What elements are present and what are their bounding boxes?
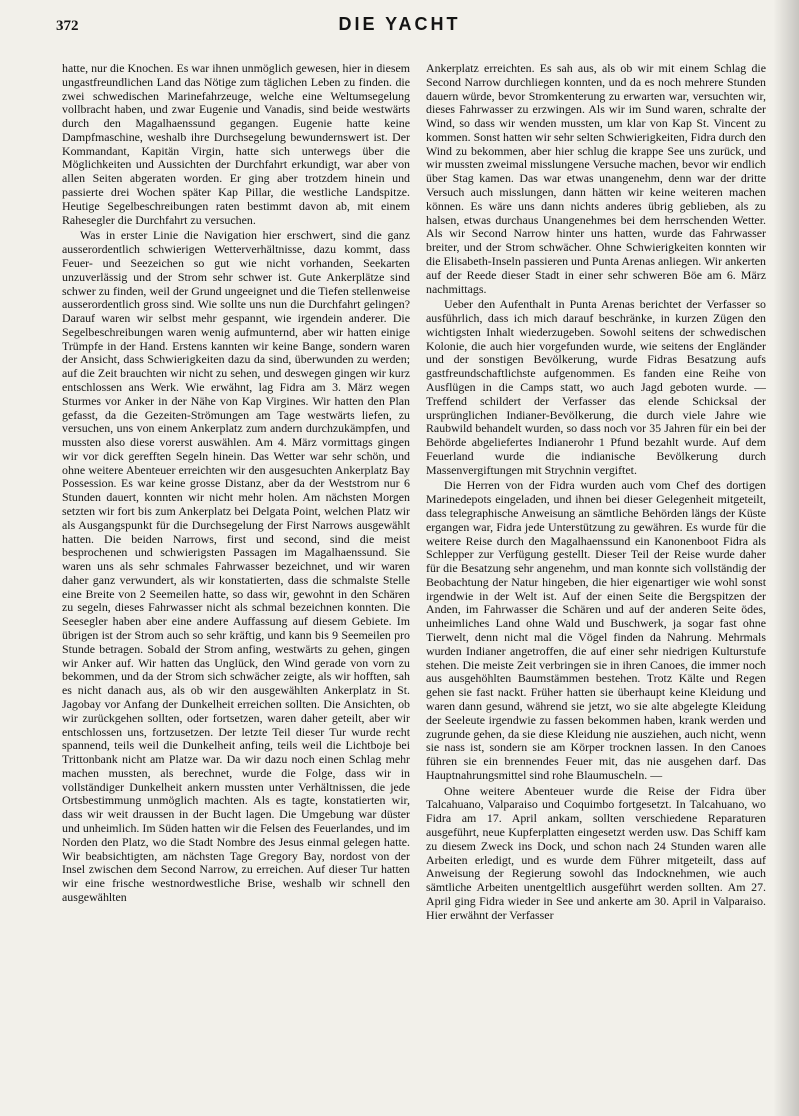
page-number: 372 (56, 18, 79, 34)
right-text-column (426, 62, 766, 1102)
left-text-column (62, 62, 410, 1102)
paragraph: Ohne weitere Abenteuer wurde die Reise der Fidra über Talcahuano, Valparaiso und Coquimbo fortgesetzt. In Talcahuano, wo Fidra am 17. April ankam, sollten verschiedene Reparaturen ausgeführt, neue Kupferplatten eingesetzt werden usw. Das Schiff kam zu diesem Zweck ins Dock, und schon nach 24 Stunden waren alle Arbeiten erledigt, und es wurde dem Führer mitgeteilt, dass auf Anweisung der Regierung sowohl das Indocknehmen, wie auch sämtliche Arbeiten unentgeltlich ausgeführt werden sollten. Am 27. April ging Fidra wieder in See und ankerte am 30. April in Valparaiso. Hier erwähnt der Verfasser (426, 783, 766, 922)
paragraph: hatte, nur die Knochen. Es war ihnen unmöglich gewesen, hier in diesem ungastfreundlichen Land das Nötige zum täglichen Leben zu finden. die zwei schwedischen Marinefahrzeuge, welche eine Weltumsegelung vollbracht haben, und zwar Eugenie und Vanadis, sind beide westwärts durch den Magalhaenssund gegangen. Eugenie hatte keine Dampfmaschine, weshalb ihre Durchsegelung bewundernswert ist. Der Kommandant, Kapitän Virgin, hatte sich unterwegs über die Möglichkeiten und Aussichten der Durchfahrt erkundigt, war aber von allen Seiten abgeraten worden. Er ging aber trotzdem hinein und passierte drei Wochen später Kap Pillar, die westliche Landspitze. Heutige Segelbeschreibungen raten bestimmt davon ab, mit einem Rahesegler die Durchfahrt zu versuchen. (62, 62, 410, 227)
paragraph: Was in erster Linie die Navigation hier erschwert, sind die ganz ausserordentlich schwierigen Wetterverhältnisse, dazu kommt, dass Feuer- und Seezeichen so gut wie nicht vorhanden, Seekarten unzuverlässig und der Strom sehr schwer ist. Gute Ankerplätze sind schwer zu finden, weil der Grund ungeeignet und die Tiefen stellenweise ausserordentlich gross sind. Wie sollte uns nun die Durchfahrt gelingen? Darauf waren wir selbst mehr gespannt, wie irgendein anderer. Die Segelbeschreibungen waren wenig aufmunternd, aber wir hatten einige Trümpfe in der Hand. Erstens kannten wir keine Bange, sondern waren der Ansicht, dass Schwierigkeiten dazu da sind, überwunden zu werden; auf die Zeit brauchten wir nicht zu sehen, und deswegen gingen wir kurz entschlossen ans Werk. Wie erwähnt, lag Fidra am 3. März wegen Sturmes vor Anker in der Nähe von Kap Virgines. Wir hatten den Plan gefasst, da die Gezeiten-Strömungen am Tage westwärts liefen, zu versuchen, uns von einem Ankerplatz zum andern durchzukämpfen, und mussten also diese vorerst auswählen. Am 4. März vormittags gingen wir vor dick gerefften Segeln hinein. Das Wetter war sehr schön, und ohne weitere Abenteuer erreichten wir den ausgesuchten Ankerplatz Bay Possession. Es war keine grosse Distanz, aber da der Weststrom nur 6 Stunden dauert, konnten wir nicht mehr holen. Am nächsten Morgen setzten wir fort bis zum Ankerplatz bei Delgata Point, welchen Platz wir als Ausgangspunkt für die Durchsegelung der First Narrows ausgewählt hatten. Die beiden Narrows, first und second, sind die meist besprochenen und schwierigsten Passagen im Magalhaenssund. Sie waren uns als sehr schmales Fahrwasser bezeichnet, und wir waren daher ganz verwundert, als wir konstatierten, dass die schmalste Stelle eine Breite von 2 Seemeilen hatte, so dass wir, gewohnt in den Schären zu segeln, dieses Fahrwasser nicht als schmal bezeichnen konnten. Die Seesegler haben aber eine andere Auffassung auf diesem Gebiete. Im übrigen ist der Strom auch so sehr kräftig, und kann bis 9 Seemeilen pro Stunde betragen. Sobald der Strom anfing, westwärts zu gehen, gingen wir Anker auf. Wir hatten das Unglück, den Wind gerade von vorn zu bekommen, und da der Strom sich schwächer zeigte, als wir hofften, sah es nicht danach aus, als ob wir den ausgewählten Ankerplatz in St. Jagobay vor Anfang der Dunkelheit erreichen sollten. Die Ansichten, ob wir zurückgehen sollten, oder fortsetzen, waren daher geteilt, aber wir entschlossen uns, fortzusetzen. Der letzte Teil dieser Tur wurde recht spannend, teils weil die Dunkelheit anfing, teils weil die Lichtboje bei Trittonbank nicht am Platze war. Da wir dazu noch einen Schlag mehr machen mussten, als berechnet, wurde die Folge, dass wir in vollständiger Dunkelheit ankern mussten unter Verhältnissen, die jede Ortsbestimmung unmöglich machten. Als es tagte, konstatierten wir, dass wir weit draussen in der Bucht lagen. Die Umgebung war düster und unheimlich. Im Süden hatten wir die Felsen des Feuerlandes, und im Norden den Platz, wo die Stadt Nombre des Jesus einmal gelegen hatte. Wir beabsichtigten, am nächsten Tage Gregory Bay, nordost von der Insel zwischen dem Second Narrow, zu erreichen. Auf dieser Tur hatten wir eine frische westnordwestliche Brise, weshalb wir schnell den ausgewählten (62, 228, 410, 904)
paragraph: Die Herren von der Fidra wurden auch vom Chef des dortigen Marinedepots eingeladen, und ihnen bei dieser Gelegenheit mitgeteilt, dass telegraphische Anweisung an sämtliche Behörden längs der Küste ergangen war, Fidra jede Unterstützung zu gewähren. Es wurde für die weitere Reise durch den Magalhaenssund ein Kanonenboot Fidra als Schlepper zur Verfügung gestellt. Dieser Teil der Reise wurde daher für die Besatzung sehr angenehm, und man konnte sich vollständig der Beobachtung der Natur hingeben, die hier eigenartiger wie wohl sonst irgendwie in der Welt ist. Auf der einen Seite die Bergspitzen der Anden, im Fahrwasser die Schären und auf der anderen Seite ödes, unheimliches Land ohne Wald und Buschwerk, ja sogar fast ohne Tierwelt, denn nicht mal die Vögel finden da Nahrung. Mehrmals wurden Indianer angetroffen, die auf einer sehr niedrigen Kulturstufe stehen. Die meiste Zeit verbringen sie in ihren Canoes, die immer noch aus ausgehöhlten Baumstämmen bestehen. Trotz Kälte und Regen gehen sie fast nackt. Früher hatten sie überhaupt keine Kleidung und waren dann gesund, während sie jetzt, wo sie alte abgelegte Kleidung der Seeleute irgendwie zu fassen bekommen haben, krank werden und zugrunde gehen, da sie diese Kleidung nie ausziehen, auch nicht, wenn sie nass ist, sondern sie am Körper trocknen lassen. In den Canoes führen sie ein brennendes Feuer mit, das nie ausgehen darf. Das Hauptnahrungsmittel sind rohe Blaumuscheln. — (426, 478, 766, 782)
paragraph: Ankerplatz erreichten. Es sah aus, als ob wir mit einem Schlag die Second Narrow durchliegen konnten, und da es noch mehrere Stunden dauern würde, bevor Stromkenterung zu erwarten war, versuchten wir, dieses Fahrwasser zu erzwingen. Als wir im Sund waren, schralte der Wind, so dass wir wenden mussten, um klar von Kap St. Vincent zu kommen. Sonst hatten wir sehr selten Schwierigkeiten, Fidra durch den Wind zu bekommen, aber hier schlug die krappe See uns zurück, und wir mussten zweimal misslungene Versuche machen, bevor wir endlich über Stag kamen. Das war etwas unangenehm, denn war der dritte Versuch auch misslungen, dann hätten wir keine weiteren machen können. Es wäre uns dann nichts anderes übrig geblieben, als zu halsen, etwas durchaus Unangenehmes bei dem herrschenden Wetter. Als wir Second Narrow hinter uns hatten, wurde das Fahrwasser breiter, und der Strom schwächer. Ohne Schwierigkeiten konnten wir die Elisabeth-Inseln passieren und Punta Arenas anliegen. Wir ankerten auf der Reede dieser Stadt in einer sehr schweren Böe am 6. März nachmittags. (426, 62, 766, 296)
page-binding-shadow (773, 0, 799, 1116)
journal-title: DIE YACHT (338, 14, 461, 34)
paragraph: Ueber den Aufenthalt in Punta Arenas berichtet der Verfasser so ausführlich, dass ich mich darauf beschränke, in kurzen Zügen den wichtigsten Inhalt wiederzugeben. Sowohl seitens der schwedischen Kolonie, die auch hier vorgefunden wurde, wie seitens der Engländer und der sonstigen Bevölkerung, wurde Fidras Besatzung aufs gastfreundschaftlichste aufgenommen. Es fanden eine Reihe von Ausflügen in die Camps statt, wo auch Jagd geboten wurde. — Treffend schildert der Verfasser das elende Schicksal der ursprünglichen Indianer-Bevölkerung, die durch viele Jahre wie Raubwild behandelt wurden, so dass noch vor 35 Jahren für ein bei der Behörde abgeliefertes Indianerohr 1 Pfund bezahlt wurde. Auf dem Feuerland wurde die indianische Bevölkerung durch Massenvergiftungen mit Strychnin vergiftet. (426, 297, 766, 477)
